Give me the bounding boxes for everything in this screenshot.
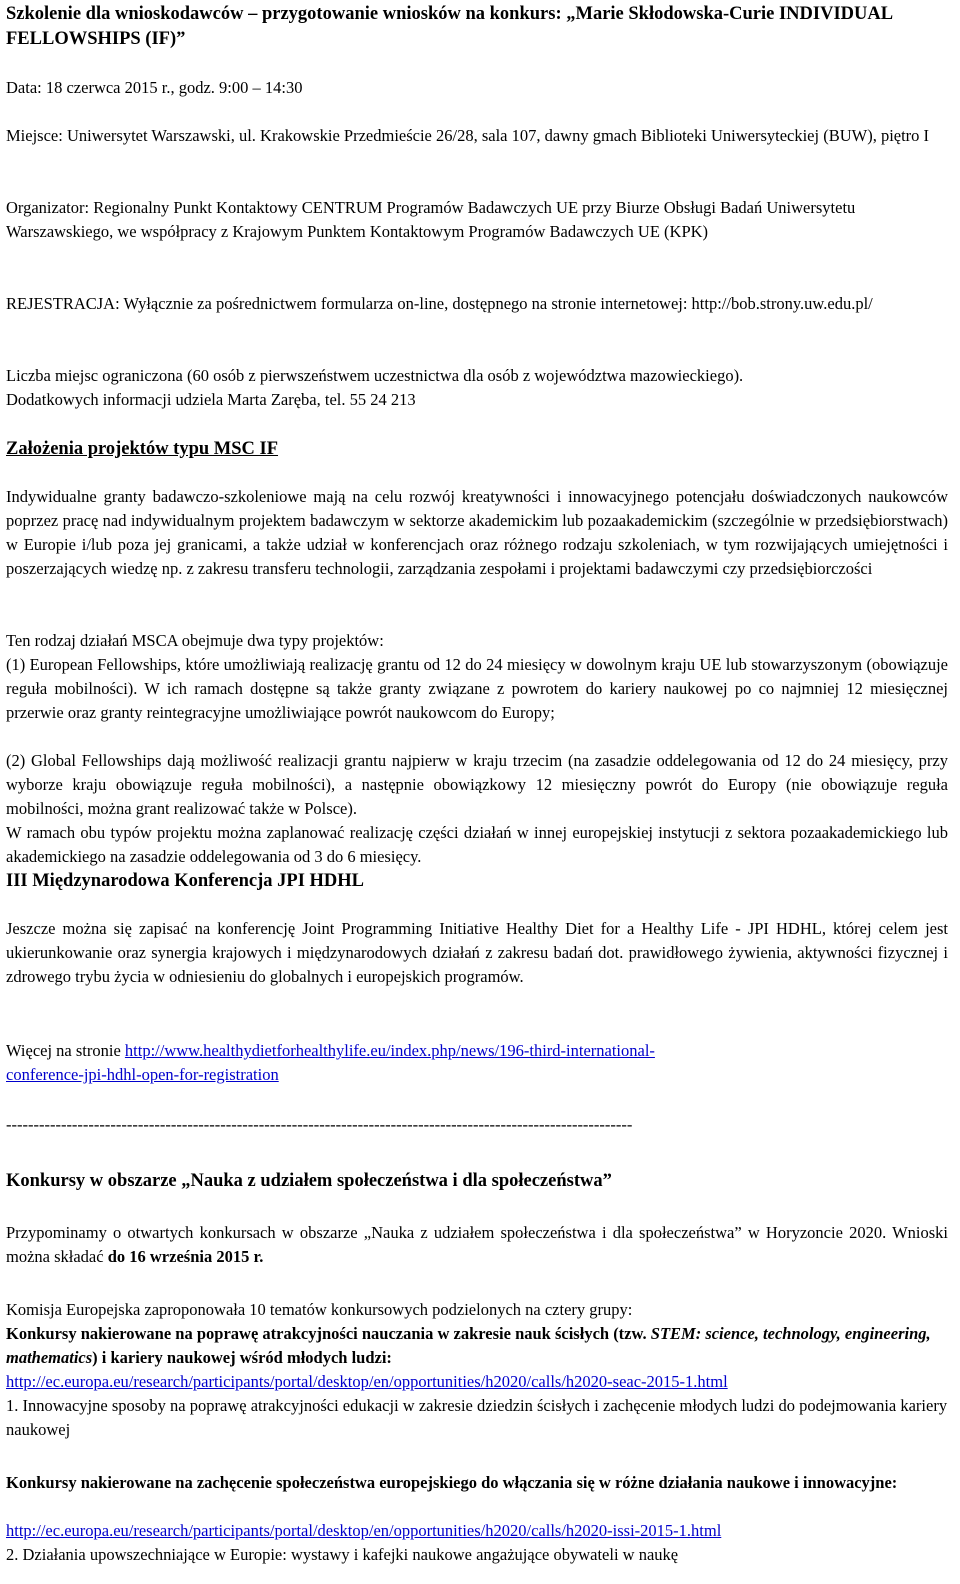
- group-1-link[interactable]: http://ec.europa.eu/research/participants/portal/desktop/en/opportunities/h2020/calls/h2020-seac-2015-1.html: [6, 1372, 728, 1391]
- jpi-more: [6, 1039, 948, 1063]
- msc-both: W ramach obu typów projektu można zaplanować realizację części działań w innej europejskiej instytucji z sektora pozaakademickiego lub akademickiego na zasadzie oddelegowania od 3 do 6 miesięcy.: [6, 823, 948, 866]
- group-1-text-b: ) i kariery naukowej wśród młodych ludzi:: [92, 1348, 392, 1367]
- msc-intro: Indywidualne granty badawczo-szkoleniowe mają na celu rozwój kreatywności i innowacyjnego potencjału doświadczonych naukowców poprzez pracę nad indywidualnym projektem badawczym w sektorze akademickim lub pozaakademickim (szczególnie w przedsiębiorstwach) w Europie i/lub poza jej granicami, a także udział w konferencjach oraz różnego rodzaju szkoleniach, w tym rozwijających umiejętności i poszerzających wiedzę np. z zakresu transferu technologii, zarządzania zespołami i projektami badawczymi czy przedsiębiorczości: [6, 487, 948, 578]
- swafs-remind-text: Przypominamy o otwartych konkursach w obszarze „Nauka z udziałem społeczeństwa i dla społeczeństwa” w Horyzoncie 2020. Wnioski można składać: [6, 1223, 948, 1266]
- swafs-remind: [6, 1221, 948, 1269]
- swafs-group-2-link-line: [6, 1519, 948, 1543]
- jpi-body: Jeszcze można się zapisać na konferencję Joint Programming Initiative Healthy Diet for a Healthy Life - JPI HDHL, której celem jest ukierunkowanie oraz synergia krajowych i międzynarodowych działań z zakresu badań dot. prawidłowego żywienia, aktywności fizycznej i zdrowego trybu życia w odniesieniu do globalnych i europejskich programów.: [6, 919, 948, 986]
- jpi-heading: III Międzynarodowa Konferencja JPI HDHL: [6, 871, 365, 891]
- msc-type-1: (1) European Fellowships, które umożliwiają realizację grantu od 12 do 24 miesięcy w dowolnym kraju UE lub stowarzyszonym (obowiązuje reguła mobilności). W ich ramach dostępne są także granty związane z powrotem do kariery naukowej po co najmniej 12 miesięcznej przerwie oraz granty reintegracyjne umożliwiające powrót naukowcom do Europy;: [6, 655, 948, 722]
- swafs-heading: Konkursy w obszarze „Nauka z udziałem społeczeństwa i dla społeczeństwa”: [6, 1171, 612, 1191]
- event-place: Miejsce: Uniwersytet Warszawski, ul. Krakowskie Przedmieście 26/28, sala 107, dawny gmach Biblioteki Uniwersyteckiej (BUW), piętro I: [6, 126, 930, 145]
- swafs-group-1: [6, 1322, 948, 1370]
- separator-line: ------------------------------------------------------------------------------------------------------------------: [6, 1115, 633, 1134]
- swafs-deadline: do 16 września 2015 r.: [107, 1247, 264, 1266]
- jpi-link-line-2[interactable]: conference-jpi-hdhl-open-for-registration: [6, 1065, 279, 1084]
- group-1-text-a: Konkursy nakierowane na poprawę atrakcyjności nauczania w zakresie nauk ścisłych (tzw.: [6, 1324, 651, 1343]
- jpi-more-cont: [6, 1063, 948, 1087]
- jpi-link-line-1[interactable]: http://www.healthydietforhealthylife.eu/index.php/news/196-third-international-: [124, 1041, 655, 1060]
- document-title: Szkolenie dla wnioskodawców – przygotowanie wniosków na konkurs: „Marie Skłodowska-Curie INDIVIDUAL FELLOWSHIPS (IF)”: [6, 4, 893, 49]
- group-2-link[interactable]: http://ec.europa.eu/research/participants/portal/desktop/en/opportunities/h2020/calls/h2020-issi-2015-1.html: [6, 1521, 722, 1540]
- event-registration: REJESTRACJA: Wyłącznie za pośrednictwem formularza on-line, dostępnego na stronie internetowej: http://bob.strony.uw.edu.pl/: [6, 294, 873, 313]
- msc-heading: Założenia projektów typu MSC IF: [6, 439, 279, 459]
- swafs-commission: Komisja Europejska zaproponowała 10 tematów konkursowych podzielonych na cztery grupy:: [6, 1300, 633, 1319]
- swafs-group-2: Konkursy nakierowane na zachęcenie społeczeństwa europejskiego do włączania się w różne działania naukowe i innowacyjne:: [6, 1473, 898, 1492]
- msc-types-lead: Ten rodzaj działań MSCA obejmuje dwa typy projektów:: [6, 631, 384, 650]
- msc-type-2: (2) Global Fellowships dają możliwość realizacji grantu najpierw w kraju trzecim (na zasadzie oddelegowania od 12 do 24 miesięcy, przy wyborze kraju obowiązuje reguła mobilności), a następnie obowiązkowy 12 miesięczny powrót do Europy (nie obowiązuje reguła mobilności, można grant realizować także w Polsce).: [6, 751, 948, 818]
- event-date: Data: 18 czerwca 2015 r., godz. 9:00 – 14:30: [6, 78, 303, 97]
- swafs-group-2-item: 2. Działania upowszechniające w Europie: wystawy i kafejki naukowe angażujące obywateli w naukę: [6, 1545, 679, 1564]
- swafs-group-1-link-line: [6, 1370, 948, 1394]
- group-1-stem: STEM: science, technology, engineering, mathematics: [6, 1324, 931, 1367]
- event-contact: Dodatkowych informacji udziela Marta Zaręba, tel. 55 24 213: [6, 390, 416, 409]
- swafs-group-1-item: 1. Innowacyjne sposoby na poprawę atrakcyjności edukacji w zakresie dziedzin ścisłych i zachęcenie młodych ludzi do podejmowania kariery naukowej: [6, 1396, 948, 1439]
- event-organizer: Organizator: Regionalny Punkt Kontaktowy CENTRUM Programów Badawczych UE przy Biurze Obsługi Badań Uniwersytetu Warszawskiego, we współpracy z Krajowym Punktem Kontaktowym Programów Badawczych UE (KPK): [6, 198, 856, 241]
- event-limit: Liczba miejsc ograniczona (60 osób z pierwszeństwem uczestnictwa dla osób z województwa mazowieckiego).: [6, 366, 744, 385]
- jpi-more-lead: Więcej na stronie: [6, 1041, 125, 1060]
